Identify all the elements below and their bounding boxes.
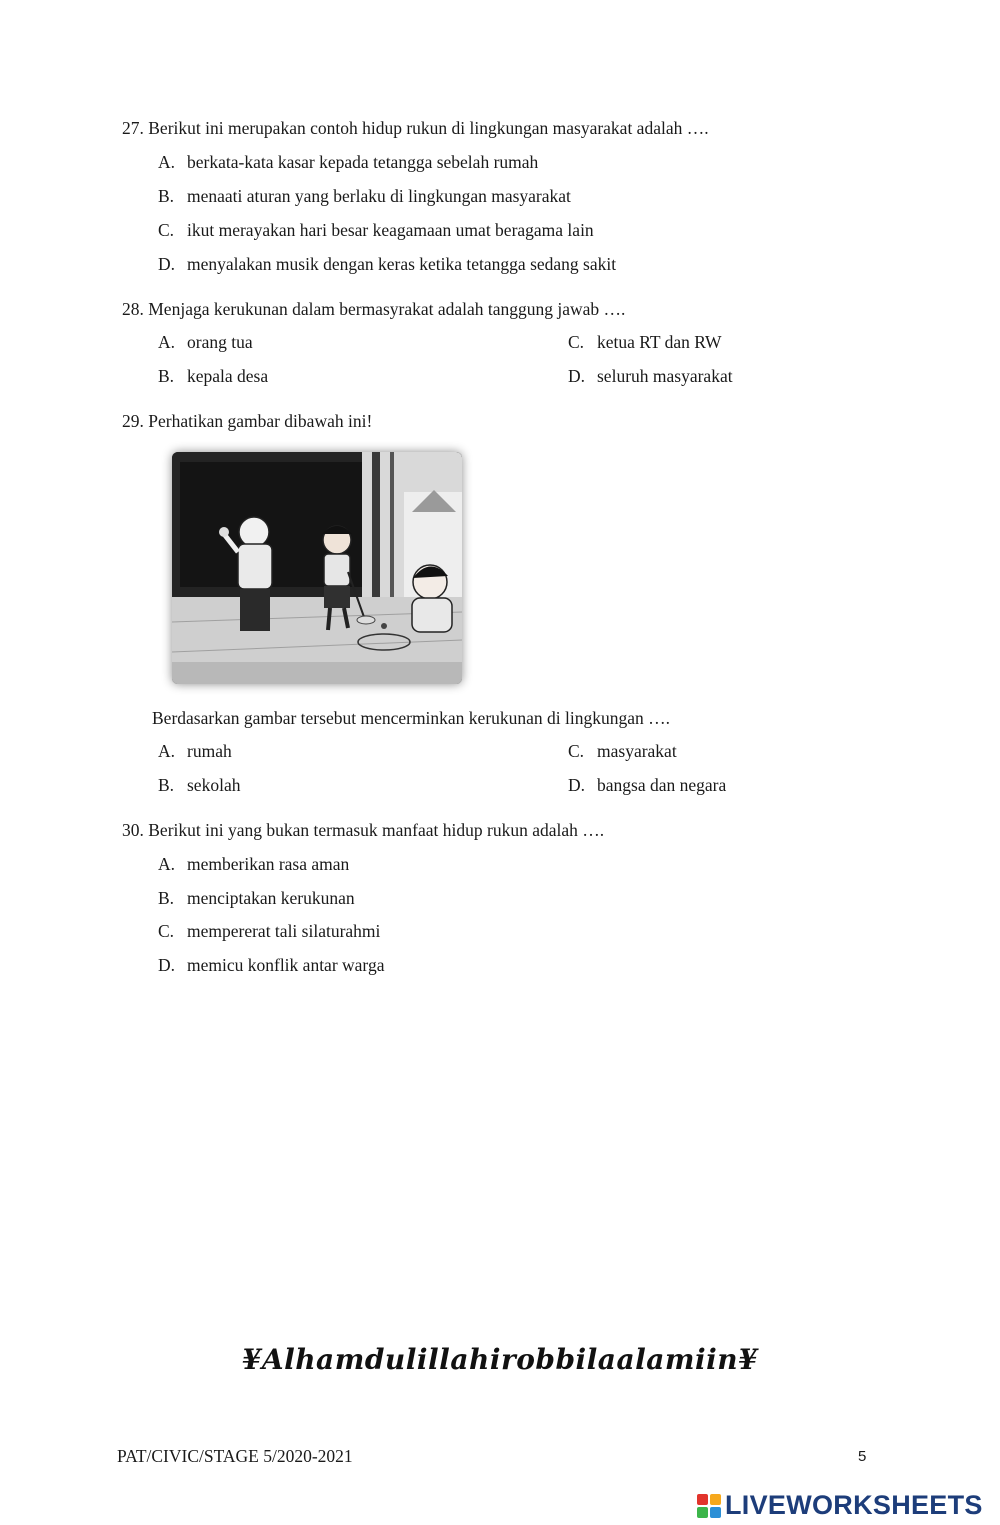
- question-29-substem: Berdasarkan gambar tersebut mencerminkan kerukunan di lingkungan ….: [152, 708, 671, 728]
- footer-document-code: PAT/CIVIC/STAGE 5/2020-2021: [117, 1446, 353, 1466]
- question-29-option-c[interactable]: C. masyarakat: [568, 741, 677, 761]
- question-30-option-d[interactable]: D. memicu konflik antar warga: [158, 955, 385, 975]
- question-27-option-d[interactable]: D. menyalakan musik dengan keras ketika tetangga sedang sakit: [158, 254, 617, 274]
- question-27-option-c[interactable]: C. ikut merayakan hari besar keagamaan umat beragama lain: [158, 220, 594, 240]
- question-29-option-b[interactable]: B. sekolah: [158, 775, 241, 795]
- question-29-stem: 29. Perhatikan gambar dibawah ini!: [122, 411, 373, 431]
- question-28-option-b[interactable]: B. kepala desa: [158, 366, 269, 386]
- question-28-stem: 28. Menjaga kerukunan dalam bermasyrakat adalah tanggung jawab ….: [122, 299, 626, 319]
- question-27-option-a[interactable]: A. berkata-kata kasar kepada tetangga sebelah rumah: [158, 152, 539, 172]
- question-29-option-a[interactable]: A. rumah: [158, 741, 232, 761]
- question-29-option-d[interactable]: D. bangsa dan negara: [568, 775, 727, 795]
- classroom-cleaning-illustration: [172, 452, 462, 684]
- question-27-option-b[interactable]: B. menaati aturan yang berlaku di lingkungan masyarakat: [158, 186, 571, 206]
- question-30-option-b[interactable]: B. menciptakan kerukunan: [158, 888, 355, 908]
- footer-page-number: 5: [858, 1448, 867, 1465]
- liveworksheets-watermark[interactable]: [697, 1490, 983, 1521]
- question-28-option-c[interactable]: C. ketua RT dan RW: [568, 332, 722, 352]
- liveworksheets-text: LIVEWORKSHEETS: [725, 1490, 983, 1520]
- liveworksheets-logo-icon: [697, 1494, 721, 1518]
- question-30-option-a[interactable]: A. memberikan rasa aman: [158, 854, 350, 874]
- question-30-option-c[interactable]: C. mempererat tali silaturahmi: [158, 921, 381, 941]
- closing-text: ¥Alhamdulillahirobbilaalamiin¥: [241, 1343, 759, 1376]
- question-28-option-a[interactable]: A. orang tua: [158, 332, 253, 352]
- illustration-drawing: [172, 452, 462, 684]
- question-28-option-d[interactable]: D. seluruh masyarakat: [568, 366, 733, 386]
- question-30-stem: 30. Berikut ini yang bukan termasuk manfaat hidup rukun adalah ….: [122, 820, 605, 840]
- question-27-stem: 27. Berikut ini merupakan contoh hidup rukun di lingkungan masyarakat adalah ….: [122, 118, 709, 138]
